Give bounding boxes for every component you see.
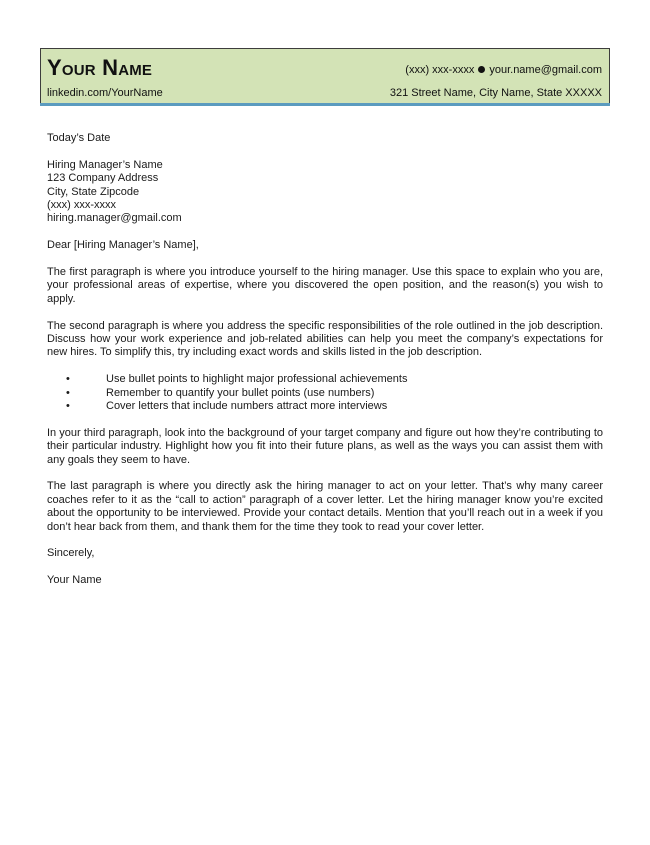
applicant-address: 321 Street Name, City Name, State XXXXX bbox=[389, 87, 602, 99]
header-underline bbox=[40, 103, 610, 106]
paragraph-1: The first paragraph is where you introduce yourself to the hiring manager. Use this space to explain who you are, your professional areas of expertise, where you discovered the open position, and the reason(s) you wish to apply. bbox=[47, 266, 603, 305]
recipient-phone: (xxx) xxx-xxxx bbox=[47, 199, 117, 212]
applicant-email: your.name@gmail.com bbox=[489, 64, 602, 76]
paragraph-2: The second paragraph is where you address the specific responsibilities of the role outlined in the job description. Discuss how your work experience and job-related abilities can help you meet the company’s expectations for new hires. To simplify this, try including exact words and skills listed in the job description. bbox=[47, 319, 603, 359]
list-item-text: Use bullet points to highlight major professional achievements bbox=[106, 373, 408, 386]
bullet-dot-icon bbox=[478, 66, 485, 73]
recipient-company-address: 123 Company Address bbox=[47, 172, 159, 185]
recipient-block bbox=[47, 159, 603, 226]
bullet-icon: • bbox=[66, 386, 70, 399]
closing: Sincerely, bbox=[47, 547, 95, 560]
paragraph-4: The last paragraph is where you directly ask the hiring manager to act on your letter. That’s why many career coaches refer to it as the “call to action” paragraph of a cover letter. Let the hiring manager know you’re excited about the opportunity to be interviewed. Provide your contact details. Mention that you’ll reach out in a week if you don’t hear back from them, and thank them for the time they took to read your cover letter. bbox=[47, 480, 603, 533]
list-item-text: Remember to quantify your bullet points (use numbers) bbox=[106, 386, 375, 399]
contact-line bbox=[405, 63, 602, 77]
salutation: Dear [Hiring Manager’s Name], bbox=[47, 239, 199, 252]
letter-date: Today’s Date bbox=[47, 132, 111, 144]
paragraph-3: In your third paragraph, look into the background of your target company and figure out how they’re contributing to their particular industry. Highlight how you fit into their future plans, as well as the ways you can assist them with any goals they seem to have. bbox=[47, 426, 603, 466]
applicant-linkedin: linkedin.com/YourName bbox=[47, 87, 163, 99]
applicant-name: Your Name bbox=[47, 55, 153, 80]
bullet-icon: • bbox=[66, 400, 70, 413]
applicant-phone: (xxx) xxx-xxxx bbox=[405, 64, 475, 76]
recipient-name: Hiring Manager’s Name bbox=[47, 158, 163, 171]
letter-body bbox=[47, 132, 603, 601]
list-item bbox=[47, 400, 603, 413]
letter-date-block bbox=[47, 132, 603, 145]
list-item-text: Cover letters that include numbers attract more interviews bbox=[106, 400, 388, 413]
header-band bbox=[40, 48, 610, 104]
list-item bbox=[47, 373, 603, 386]
recipient-email: hiring.manager@gmail.com bbox=[47, 212, 182, 225]
bullet-icon: • bbox=[66, 373, 70, 386]
signature-name: Your Name bbox=[47, 574, 102, 587]
list-item bbox=[47, 387, 603, 400]
achievement-bullets bbox=[47, 373, 603, 413]
recipient-city-state-zip: City, State Zipcode bbox=[47, 185, 140, 198]
